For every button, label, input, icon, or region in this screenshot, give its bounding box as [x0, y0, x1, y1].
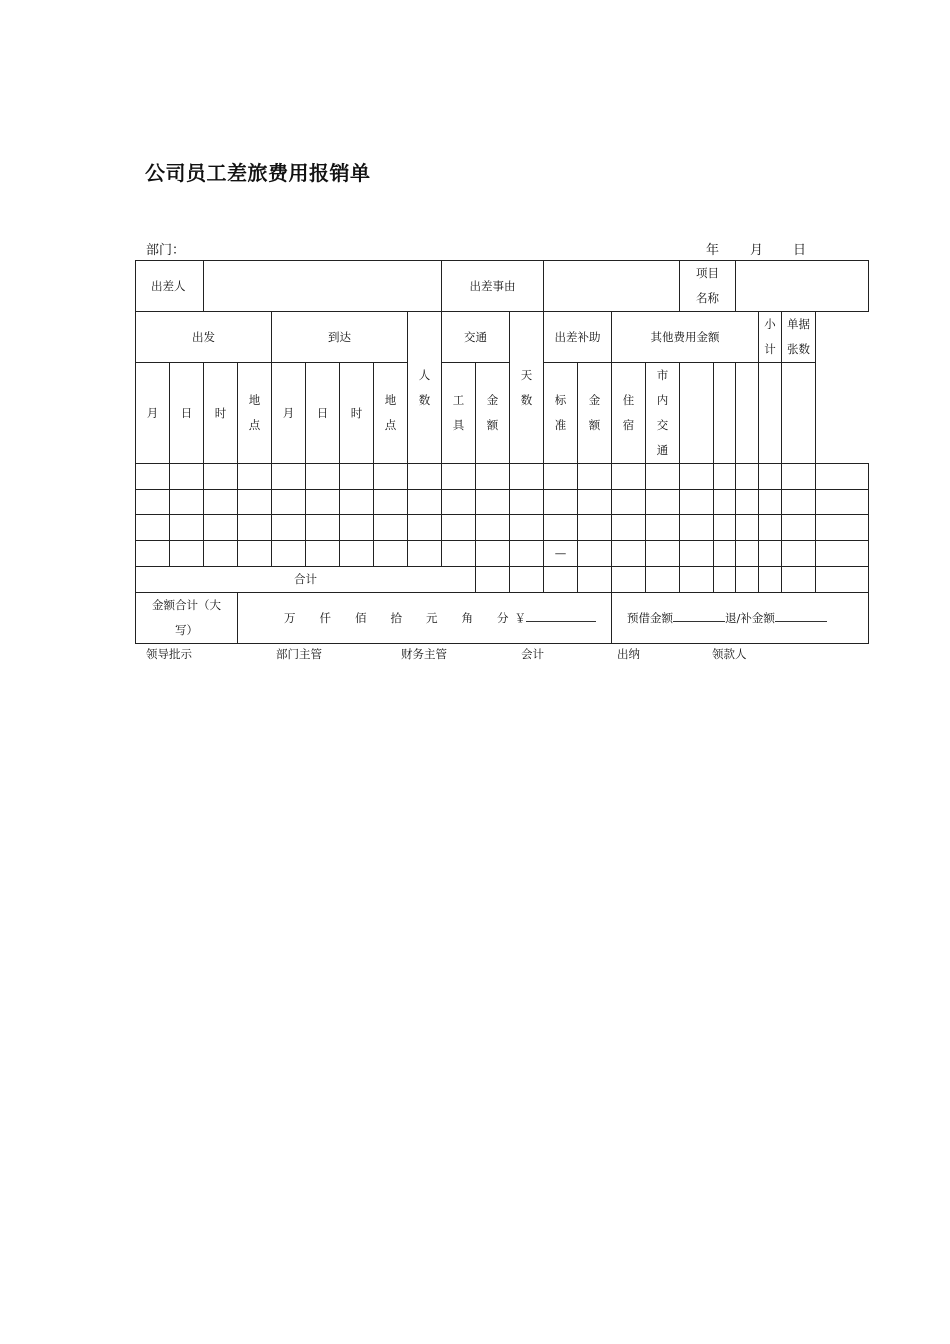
- signature-cashier: 出纳: [617, 647, 640, 661]
- yen-amount-line[interactable]: [526, 609, 596, 622]
- arrive-group: 到达: [272, 312, 408, 363]
- reason-input[interactable]: [544, 261, 680, 312]
- signature-accountant: 会计: [521, 647, 544, 661]
- arrive-month-header: 月: [272, 363, 306, 464]
- arrive-day-header: 日: [306, 363, 340, 464]
- transport-group: 交通: [442, 312, 510, 363]
- arrive-hour-header: 时: [340, 363, 374, 464]
- city-transport-header: 市内交通: [646, 363, 680, 464]
- depart-month-header: 月: [136, 363, 170, 464]
- table-row[interactable]: [136, 541, 869, 567]
- reimbursement-table: [135, 260, 869, 644]
- depart-hour-header: 时: [204, 363, 238, 464]
- table-row[interactable]: [136, 490, 869, 515]
- form-title: 公司员工差旅费用报销单: [145, 161, 371, 185]
- signature-dept-head: 部门主管: [276, 647, 322, 661]
- project-input[interactable]: [736, 261, 869, 312]
- subtotal-cell: [759, 363, 782, 464]
- advance-refund-field[interactable]: 预借金额 退/补金额: [612, 593, 869, 644]
- other-fee-col-2: [714, 363, 736, 464]
- allowance-standard-header: 标准: [544, 363, 578, 464]
- total-label: 合计: [136, 567, 476, 593]
- group-header-row: [136, 312, 869, 363]
- date-year: 年: [706, 243, 720, 258]
- arrive-place-header: 地点: [374, 363, 408, 464]
- header-row-traveler: [136, 261, 869, 312]
- date-day: 日: [793, 243, 807, 258]
- receipts-header: 单据张数: [782, 312, 816, 363]
- transport-amount-header: 金额: [476, 363, 510, 464]
- department-label: 部门：: [146, 243, 186, 258]
- transport-tool-header: 工具: [442, 363, 476, 464]
- depart-group: 出发: [136, 312, 272, 363]
- other-fee-col-1: [680, 363, 714, 464]
- refund-line[interactable]: [775, 609, 827, 622]
- amount-caps-label: 金额合计（大写）: [136, 593, 238, 644]
- allowance-amount-header: 金额: [578, 363, 612, 464]
- people-header: 人数: [408, 312, 442, 464]
- other-fee-col-3: [736, 363, 759, 464]
- other-fees-group: 其他费用金额: [612, 312, 759, 363]
- days-header: 天数: [510, 312, 544, 464]
- dash-mark: —: [544, 541, 578, 567]
- amount-caps-field[interactable]: 万 仟 佰 拾 元 角 分 ￥: [238, 593, 612, 644]
- total-row: [136, 567, 869, 593]
- table-row[interactable]: [136, 515, 869, 541]
- signature-finance-head: 财务主管: [401, 647, 447, 661]
- sub-header-row: [136, 363, 869, 464]
- lodging-header: 住宿: [612, 363, 646, 464]
- amount-caps-row: [136, 593, 869, 644]
- table-row[interactable]: [136, 464, 869, 490]
- depart-day-header: 日: [170, 363, 204, 464]
- signature-leader: 领导批示: [146, 647, 192, 661]
- depart-place-header: 地点: [238, 363, 272, 464]
- date-month: 月: [750, 243, 764, 258]
- allowance-group: 出差补助: [544, 312, 612, 363]
- receipts-cell: [782, 363, 816, 464]
- reason-label: 出差事由: [442, 261, 544, 312]
- subtotal-header: 小计: [759, 312, 782, 363]
- traveler-input[interactable]: [204, 261, 442, 312]
- project-label: 项目名称: [680, 261, 736, 312]
- signature-recipient: 领款人: [712, 647, 747, 661]
- advance-line[interactable]: [673, 609, 725, 622]
- traveler-label: 出差人: [136, 261, 204, 312]
